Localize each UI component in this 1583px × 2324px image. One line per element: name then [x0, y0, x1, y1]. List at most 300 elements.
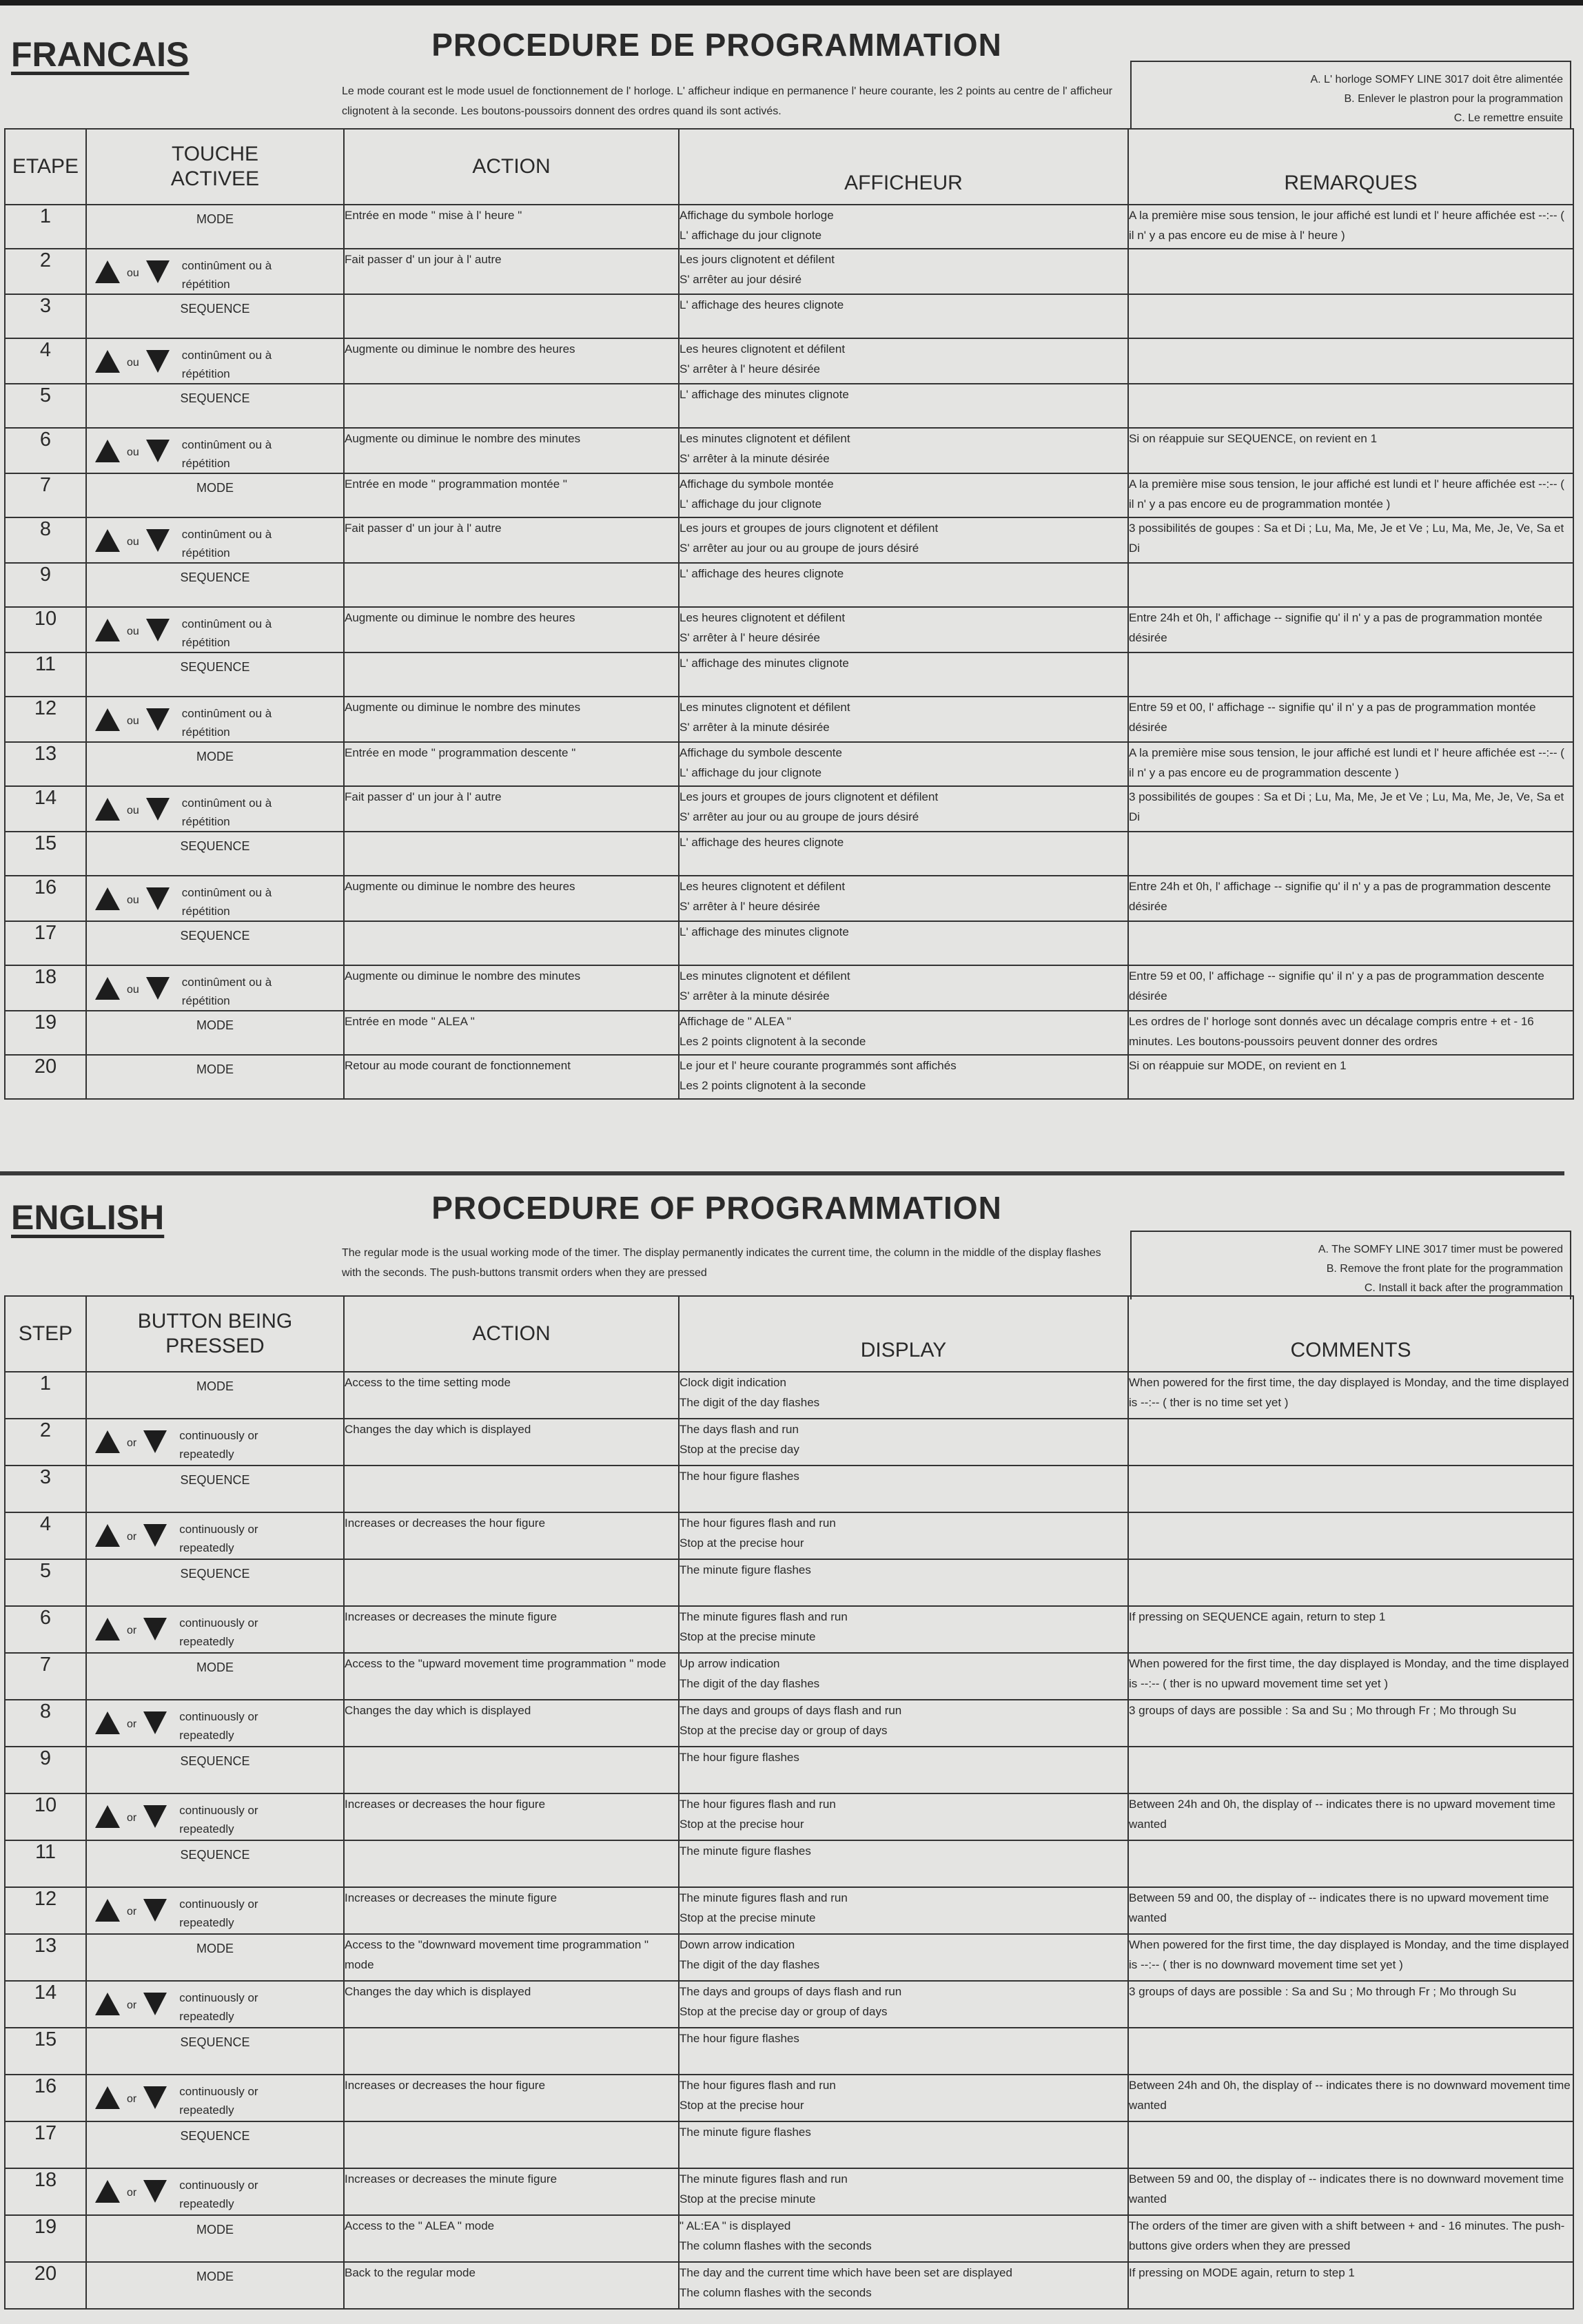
- press-mode-label: continûment ou à répétition: [181, 707, 272, 739]
- down-triangle-icon: [146, 350, 170, 373]
- table-row: [5, 2028, 1573, 2075]
- press-mode-label: continuously or repeatedly: [179, 1710, 258, 1742]
- key-cell: [86, 742, 344, 786]
- prerequisite-c: C. Install it back after the programmation: [1364, 1282, 1563, 1294]
- arrow-keys: [87, 2075, 343, 2119]
- step-number: 9: [5, 563, 86, 607]
- arrow-keys: [87, 339, 343, 383]
- press-mode-label: continuously or repeatedly: [179, 1804, 258, 1835]
- table-row: [5, 2075, 1573, 2121]
- up-triangle-icon: [95, 708, 120, 731]
- display-line: Les heures clignotent et défilent: [680, 342, 846, 356]
- table-row: [5, 1653, 1573, 1700]
- display-cell: [679, 338, 1128, 384]
- step-number: 1: [5, 1372, 86, 1419]
- display-cell: [679, 786, 1128, 832]
- down-triangle-icon: [146, 529, 170, 552]
- procedure-table: [4, 128, 1574, 1100]
- display-cell: [679, 2215, 1128, 2262]
- display-cell: [679, 205, 1128, 249]
- display-line: S' arrêter au jour désiré: [680, 273, 802, 286]
- display-line: Les 2 points clignotent à la seconde: [680, 1079, 866, 1092]
- arrow-or-label: ou: [127, 894, 139, 906]
- table-row: [5, 652, 1573, 697]
- display-cell: [679, 742, 1128, 786]
- display-line: The days flash and run: [680, 1423, 799, 1436]
- step-number: 15: [5, 2028, 86, 2075]
- display-line: The minute figure flashes: [680, 1844, 811, 1858]
- action-text: Augmente ou diminue le nombre des minutes: [344, 697, 679, 742]
- key-cell: [86, 338, 344, 384]
- key-cell: [86, 249, 344, 294]
- display-line: The hour figures flash and run: [680, 1798, 836, 1811]
- remark-text: Entre 59 et 00, l' affichage -- signifie qu' il n' y a pas de programmation montée désirée: [1128, 697, 1573, 742]
- step-number: 6: [5, 428, 86, 473]
- key-cell: [86, 563, 344, 607]
- action-text: Increases or decreases the hour figure: [344, 1793, 679, 1840]
- prerequisite-c: C. Le remettre ensuite: [1453, 112, 1563, 124]
- prerequisite-a: A. L' horloge SOMFY LINE 3017 doit être alimentée: [1310, 74, 1563, 85]
- arrow-or-label: or: [127, 2187, 137, 2199]
- arrow-or-label: or: [127, 1812, 137, 1824]
- key-cell: [86, 652, 344, 697]
- display-cell: [679, 1055, 1128, 1099]
- remark-text: If pressing on SEQUENCE again, return to step 1: [1128, 1606, 1573, 1653]
- action-text: Changes the day which is displayed: [344, 1419, 679, 1466]
- key-name: SEQUENCE: [180, 929, 250, 943]
- key-cell: [86, 607, 344, 652]
- step-number: 12: [5, 697, 86, 742]
- table-row: [5, 249, 1573, 294]
- arrow-or-label: or: [127, 1999, 137, 2011]
- table-row: [5, 607, 1573, 652]
- table-row: [5, 786, 1573, 832]
- header-key-line-1: BUTTON BEING: [137, 1310, 293, 1333]
- remark-text: A la première mise sous tension, le jour affiché est lundi et l' heure affichée est --:-- ( il n' y a pas encore eu de mise à l' heure ): [1128, 205, 1573, 249]
- table-row: [5, 205, 1573, 249]
- header-action: ACTION: [344, 129, 679, 205]
- display-line: The minute figure flashes: [680, 1563, 811, 1576]
- press-mode-label: continûment ou à répétition: [181, 976, 272, 1007]
- key-cell: [86, 1887, 344, 1934]
- display-line: Stop at the precise day or group of days: [680, 2005, 888, 2018]
- remark-text: Entre 59 et 00, l' affichage -- signifie qu' il n' y a pas de programmation descente désirée: [1128, 965, 1573, 1011]
- display-line: " AL:EA " is displayed: [680, 2219, 791, 2232]
- display-line: Les 2 points clignotent à la seconde: [680, 1035, 866, 1048]
- action-text: Augmente ou diminue le nombre des minutes: [344, 428, 679, 473]
- down-triangle-icon: [143, 1524, 167, 1547]
- display-line: Affichage du symbole montée: [680, 477, 834, 491]
- remark-text: [1128, 1559, 1573, 1606]
- step-number: 11: [5, 652, 86, 697]
- key-cell: [86, 832, 344, 876]
- remark-text: [1128, 384, 1573, 428]
- remark-text: A la première mise sous tension, le jour affiché est lundi et l' heure affichée est --:-- ( il n' y a pas encore eu de programmation descente ): [1128, 742, 1573, 786]
- key-cell: [86, 1793, 344, 1840]
- action-text: [344, 652, 679, 697]
- table-row: [5, 1793, 1573, 1840]
- down-triangle-icon: [143, 1805, 167, 1828]
- action-text: Fait passer d' un jour à l' autre: [344, 786, 679, 832]
- action-text: Access to the time setting mode: [344, 1372, 679, 1419]
- arrow-or-label: or: [127, 1906, 137, 1917]
- display-cell: [679, 876, 1128, 921]
- step-number: 7: [5, 1653, 86, 1700]
- remark-text: Between 59 and 00, the display of -- indicates there is no downward movement time wanted: [1128, 2168, 1573, 2215]
- display-line: The minute figures flash and run: [680, 2172, 848, 2186]
- header-action: ACTION: [344, 1296, 679, 1372]
- key-cell: [86, 1372, 344, 1419]
- remark-text: [1128, 249, 1573, 294]
- remark-text: [1128, 294, 1573, 338]
- action-text: Changes the day which is displayed: [344, 1700, 679, 1747]
- prerequisite-b: B. Remove the front plate for the programmation: [1326, 1263, 1563, 1275]
- action-text: Access to the "upward movement time programmation " mode: [344, 1653, 679, 1700]
- action-text: Entrée en mode " programmation descente ": [344, 742, 679, 786]
- display-line: Stop at the precise minute: [680, 1911, 816, 1924]
- down-triangle-icon: [146, 887, 170, 910]
- header-remarks: REMARQUES: [1128, 129, 1573, 205]
- action-text: Entrée en mode " ALEA ": [344, 1011, 679, 1055]
- down-triangle-icon: [143, 1430, 167, 1453]
- down-triangle-icon: [146, 708, 170, 731]
- key-name: SEQUENCE: [180, 391, 250, 405]
- display-cell: [679, 2028, 1128, 2075]
- key-cell: [86, 1055, 344, 1099]
- action-text: [344, 2028, 679, 2075]
- display-cell: [679, 2121, 1128, 2168]
- down-triangle-icon: [143, 1711, 167, 1734]
- table-row: [5, 2215, 1573, 2262]
- key-name: MODE: [196, 1062, 234, 1076]
- up-triangle-icon: [95, 2180, 120, 2203]
- table-row: [5, 832, 1573, 876]
- key-cell: [86, 2215, 344, 2262]
- key-name: MODE: [196, 1942, 234, 1955]
- display-line: S' arrêter à la minute désirée: [680, 721, 830, 734]
- display-line: The hour figures flash and run: [680, 1516, 836, 1530]
- display-line: Le jour et l' heure courante programmés sont affichés: [680, 1059, 957, 1072]
- remark-text: [1128, 1512, 1573, 1559]
- table-row: [5, 1372, 1573, 1419]
- display-line: The column flashes with the seconds: [680, 2239, 872, 2252]
- display-cell: [679, 1011, 1128, 1055]
- display-cell: [679, 2075, 1128, 2121]
- display-line: Stop at the precise day: [680, 1443, 799, 1456]
- down-triangle-icon: [146, 977, 170, 1000]
- display-cell: [679, 1934, 1128, 1981]
- arrow-keys: [87, 697, 343, 741]
- action-text: [344, 832, 679, 876]
- action-text: Augmente ou diminue le nombre des heures: [344, 607, 679, 652]
- table-row: [5, 428, 1573, 473]
- remark-text: [1128, 2121, 1573, 2168]
- press-mode-label: continuously or repeatedly: [179, 1898, 258, 1929]
- key-cell: [86, 1419, 344, 1466]
- display-line: The digit of the day flashes: [680, 1677, 820, 1690]
- press-mode-label: continuously or repeatedly: [179, 1523, 258, 1554]
- action-text: Back to the regular mode: [344, 2262, 679, 2309]
- display-line: L' affichage du jour clignote: [680, 497, 822, 511]
- key-cell: [86, 786, 344, 832]
- key-cell: [86, 1840, 344, 1887]
- display-line: The hour figure flashes: [680, 2032, 799, 2045]
- language-heading: FRANCAIS: [11, 35, 190, 74]
- step-number: 17: [5, 2121, 86, 2168]
- press-mode-label: continûment ou à répétition: [181, 617, 272, 649]
- display-line: S' arrêter à l' heure désirée: [680, 362, 820, 376]
- display-line: Affichage de " ALEA ": [680, 1015, 792, 1028]
- display-line: S' arrêter à la minute désirée: [680, 989, 830, 1002]
- key-name: SEQUENCE: [180, 1473, 250, 1487]
- action-text: Augmente ou diminue le nombre des heures: [344, 876, 679, 921]
- remark-text: Les ordres de l' horloge sont donnés avec un décalage compris entre + et - 16 minutes. Les boutons-poussoirs peuvent donner des ordres: [1128, 1011, 1573, 1055]
- prerequisite-a: A. The SOMFY LINE 3017 timer must be powered: [1318, 1244, 1563, 1255]
- up-triangle-icon: [95, 1805, 120, 1828]
- arrow-or-label: ou: [127, 536, 139, 548]
- display-line: Affichage du symbole descente: [680, 746, 842, 759]
- press-mode-label: continûment ou à répétition: [181, 438, 272, 470]
- header-display: AFFICHEUR: [679, 129, 1128, 205]
- key-cell: [86, 2075, 344, 2121]
- table-row: [5, 697, 1573, 742]
- up-triangle-icon: [95, 440, 120, 462]
- arrow-keys: [87, 966, 343, 1010]
- header-remarks: COMMENTS: [1128, 1296, 1573, 1372]
- key-cell: [86, 1512, 344, 1559]
- display-line: L' affichage des heures clignote: [680, 298, 844, 311]
- press-mode-label: continuously or repeatedly: [179, 2085, 258, 2117]
- intro-text: The regular mode is the usual working mode of the timer. The display permanently indicates the current time, the column in the middle of the display flashes with the seconds. The push-buttons transmit orders when they are pressed: [342, 1247, 1101, 1279]
- key-name: SEQUENCE: [180, 302, 250, 316]
- step-number: 3: [5, 294, 86, 338]
- remark-text: Entre 24h et 0h, l' affichage -- signifie qu' il n' y a pas de programmation montée désirée: [1128, 607, 1573, 652]
- table-body: [5, 205, 1573, 1099]
- display-line: L' affichage des minutes clignote: [680, 925, 849, 938]
- up-triangle-icon: [95, 350, 120, 373]
- display-line: The column flashes with the seconds: [680, 2286, 872, 2299]
- arrow-or-label: or: [127, 1437, 137, 1449]
- action-text: Retour au mode courant de fonctionnement: [344, 1055, 679, 1099]
- down-triangle-icon: [143, 2086, 167, 2109]
- prerequisites-box: [1130, 61, 1571, 130]
- remark-text: [1128, 1466, 1573, 1512]
- display-cell: [679, 1981, 1128, 2028]
- display-line: The digit of the day flashes: [680, 1958, 820, 1971]
- table-row: [5, 384, 1573, 428]
- arrow-keys: [87, 1982, 343, 2026]
- table-row: [5, 1466, 1573, 1512]
- display-cell: [679, 563, 1128, 607]
- action-text: Increases or decreases the minute figure: [344, 1606, 679, 1653]
- press-mode-label: continûment ou à répétition: [181, 349, 272, 380]
- display-line: Les minutes clignotent et défilent: [680, 701, 850, 714]
- table-row: [5, 965, 1573, 1011]
- display-line: The minute figures flash and run: [680, 1610, 848, 1623]
- press-mode-label: continuously or repeatedly: [179, 1429, 258, 1461]
- display-line: The days and groups of days flash and run: [680, 1985, 902, 1998]
- key-cell: [86, 2262, 344, 2309]
- key-cell: [86, 428, 344, 473]
- step-number: 6: [5, 1606, 86, 1653]
- step-number: 16: [5, 2075, 86, 2121]
- display-line: Stop at the precise hour: [680, 1818, 804, 1831]
- key-name: SEQUENCE: [180, 1754, 250, 1768]
- key-name: MODE: [196, 1379, 234, 1393]
- press-mode-label: continûment ou à répétition: [181, 528, 272, 559]
- step-number: 2: [5, 1419, 86, 1466]
- key-name: SEQUENCE: [180, 839, 250, 853]
- step-number: 4: [5, 338, 86, 384]
- display-line: Les heures clignotent et défilent: [680, 880, 846, 893]
- action-text: Increases or decreases the hour figure: [344, 1512, 679, 1559]
- page-title: PROCEDURE DE PROGRAMMATION: [431, 27, 1002, 63]
- display-cell: [679, 1793, 1128, 1840]
- remark-text: Between 24h and 0h, the display of -- indicates there is no upward movement time wanted: [1128, 1793, 1573, 1840]
- action-text: [344, 1559, 679, 1606]
- down-triangle-icon: [143, 2180, 167, 2203]
- arrow-or-label: ou: [127, 626, 139, 637]
- key-name: MODE: [196, 2270, 234, 2283]
- display-line: Les minutes clignotent et défilent: [680, 969, 850, 983]
- arrow-keys: [87, 787, 343, 831]
- step-number: 5: [5, 384, 86, 428]
- up-triangle-icon: [95, 1430, 120, 1453]
- up-triangle-icon: [95, 1618, 120, 1641]
- remark-text: [1128, 338, 1573, 384]
- up-triangle-icon: [95, 977, 120, 1000]
- key-cell: [86, 1934, 344, 1981]
- key-cell: [86, 1559, 344, 1606]
- arrow-keys: [87, 608, 343, 652]
- action-text: Augmente ou diminue le nombre des heures: [344, 338, 679, 384]
- step-number: 13: [5, 742, 86, 786]
- remark-text: When powered for the first time, the day displayed is Monday, and the time displayed is --:-- ( ther is no time set yet ): [1128, 1372, 1573, 1419]
- step-number: 18: [5, 965, 86, 1011]
- display-line: The minute figures flash and run: [680, 1891, 848, 1904]
- key-cell: [86, 1606, 344, 1653]
- action-text: [344, 1840, 679, 1887]
- remark-text: 3 groups of days are possible : Sa and Su ; Mo through Fr ; Mo through Su: [1128, 1981, 1573, 2028]
- up-triangle-icon: [95, 798, 120, 821]
- down-triangle-icon: [146, 440, 170, 462]
- key-cell: [86, 2028, 344, 2075]
- key-cell: [86, 697, 344, 742]
- key-cell: [86, 1747, 344, 1793]
- step-number: 13: [5, 1934, 86, 1981]
- header-step: ETAPE: [5, 129, 86, 205]
- remark-text: [1128, 563, 1573, 607]
- up-triangle-icon: [95, 1524, 120, 1547]
- up-triangle-icon: [95, 1711, 120, 1734]
- remark-text: [1128, 652, 1573, 697]
- display-line: Up arrow indication: [680, 1657, 780, 1670]
- display-line: The hour figures flash and run: [680, 2079, 836, 2092]
- action-text: Changes the day which is displayed: [344, 1981, 679, 2028]
- key-name: MODE: [196, 1660, 234, 1674]
- remark-text: [1128, 1419, 1573, 1466]
- remark-text: Si on réappuie sur MODE, on revient en 1: [1128, 1055, 1573, 1099]
- table-row: [5, 1055, 1573, 1099]
- action-text: Access to the " ALEA " mode: [344, 2215, 679, 2262]
- display-cell: [679, 517, 1128, 563]
- key-cell: [86, 1466, 344, 1512]
- display-line: L' affichage des heures clignote: [680, 836, 844, 849]
- arrow-keys: [87, 518, 343, 562]
- display-line: Affichage du symbole horloge: [680, 209, 834, 222]
- table-row: [5, 294, 1573, 338]
- action-text: [344, 563, 679, 607]
- section-francais: [0, 0, 1583, 1158]
- step-number: 14: [5, 786, 86, 832]
- key-cell: [86, 473, 344, 517]
- display-cell: [679, 832, 1128, 876]
- press-mode-label: continûment ou à répétition: [181, 796, 272, 828]
- prerequisite-b: B. Enlever le plastron pour la programmation: [1344, 93, 1563, 105]
- table-row: [5, 563, 1573, 607]
- display-line: L' affichage des heures clignote: [680, 567, 844, 580]
- table-header-row: [5, 1296, 1573, 1372]
- step-number: 20: [5, 1055, 86, 1099]
- up-triangle-icon: [95, 529, 120, 552]
- display-cell: [679, 384, 1128, 428]
- display-cell: [679, 1747, 1128, 1793]
- arrow-keys: [87, 1794, 343, 1838]
- section-english: [0, 1169, 1583, 2324]
- remark-text: [1128, 832, 1573, 876]
- display-line: L' affichage du jour clignote: [680, 766, 822, 779]
- display-line: Les minutes clignotent et défilent: [680, 432, 850, 445]
- display-cell: [679, 1700, 1128, 1747]
- arrow-keys: [87, 1419, 343, 1463]
- up-triangle-icon: [95, 260, 120, 283]
- display-line: Stop at the precise day or group of days: [680, 1724, 888, 1737]
- key-cell: [86, 384, 344, 428]
- step-number: 17: [5, 921, 86, 965]
- key-cell: [86, 205, 344, 249]
- table-row: [5, 1559, 1573, 1606]
- down-triangle-icon: [146, 260, 170, 283]
- display-line: Stop at the precise minute: [680, 1630, 816, 1643]
- step-number: 18: [5, 2168, 86, 2215]
- display-cell: [679, 607, 1128, 652]
- display-line: L' affichage des minutes clignote: [680, 388, 849, 401]
- step-number: 8: [5, 517, 86, 563]
- arrow-or-label: ou: [127, 805, 139, 816]
- table-row: [5, 1011, 1573, 1055]
- key-name: SEQUENCE: [180, 1848, 250, 1862]
- table-row: [5, 1606, 1573, 1653]
- table-row: [5, 876, 1573, 921]
- key-cell: [86, 876, 344, 921]
- table-row: [5, 338, 1573, 384]
- key-name: MODE: [196, 1018, 234, 1032]
- arrow-or-label: ou: [127, 715, 139, 727]
- down-triangle-icon: [143, 1618, 167, 1641]
- table-header-row: [5, 129, 1573, 205]
- action-text: [344, 1747, 679, 1793]
- prerequisites-box: [1130, 1231, 1571, 1299]
- display-cell: [679, 1887, 1128, 1934]
- arrow-keys: [87, 1513, 343, 1557]
- key-cell: [86, 1981, 344, 2028]
- action-text: Entrée en mode " mise à l' heure ": [344, 205, 679, 249]
- down-triangle-icon: [143, 1899, 167, 1922]
- arrow-keys: [87, 876, 343, 921]
- key-cell: [86, 1011, 344, 1055]
- key-name: MODE: [196, 212, 234, 226]
- step-number: 12: [5, 1887, 86, 1934]
